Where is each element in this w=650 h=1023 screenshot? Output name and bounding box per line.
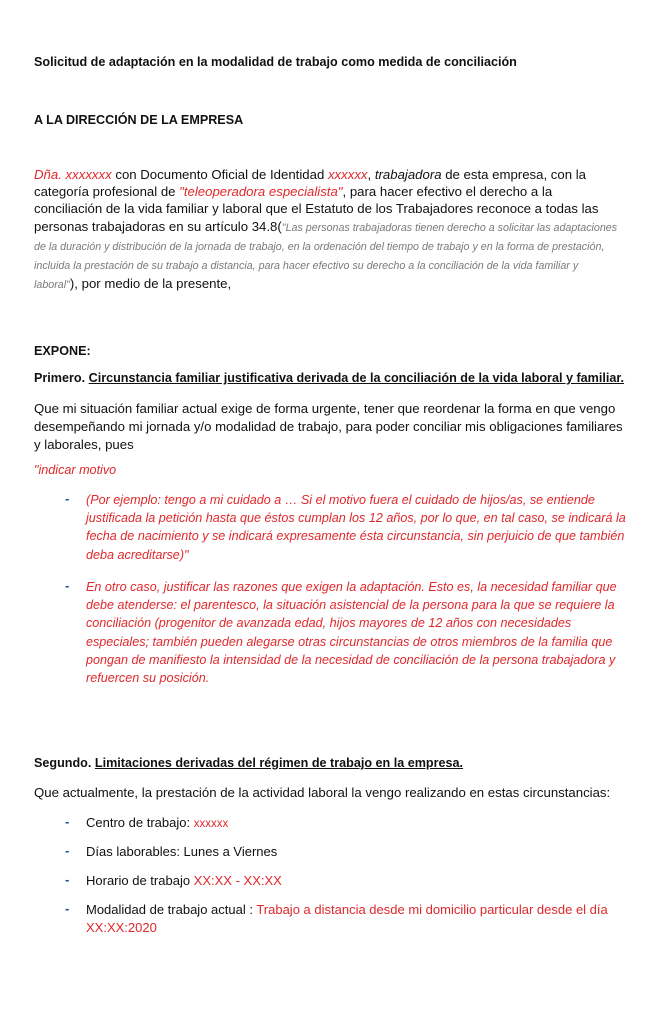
segundo-title: Limitaciones derivadas del régimen de trabajo en la empresa. xyxy=(94,756,464,770)
centro-placeholder: xxxxxx xyxy=(193,818,229,830)
primero-heading xyxy=(34,371,624,385)
primero-title: Circunstancia familiar justificativa derivada de la conciliación de la vida laboral y familiar. xyxy=(88,371,625,385)
bullet-dash: - xyxy=(65,578,70,593)
indicar-motivo: "indicar motivo xyxy=(34,463,117,477)
intro-text-2: , xyxy=(367,167,375,182)
name-prefix: Dña. xyxy=(34,167,62,182)
bullet-dash: - xyxy=(65,491,70,506)
intro-text-4: , para hacer efectivo el derecho a la conciliación de la vida familiar y laboral que el Estatuto de los Trabajadores reconoce a todas las personas trabajadoras en su artículo 34.8( xyxy=(34,184,599,234)
segundo-heading xyxy=(34,756,463,770)
bullet-dash: - xyxy=(65,872,70,887)
modalidad-value: Trabajo a distancia desde mi domicilio particular desde el día XX:XX:2020 xyxy=(86,902,608,935)
intro-text-3: de esta empresa, con la categoría profesional de xyxy=(34,167,586,200)
primero-label: Primero. xyxy=(34,371,86,385)
intro-text-1: con Documento Oficial de Identidad xyxy=(111,167,328,182)
primero-paragraph: Que mi situación familiar actual exige de forma urgente, tener que reordenar la forma en que vengo desempeñando mi jornada y/o modalidad de trabajo, para poder conciliar mis obligaciones familiares y laborales, pues xyxy=(34,401,623,452)
bullet-other-case: En otro caso, justificar las razones que exigen la adaptación. Esto es, la necesidad familiar que debe atenderse: el parentesco, la situación asistencial de la persona para la que se requiere la conciliación (progenitor de avanzada edad, hijos mayores de 12 años con necesidades especiales; también pueden alegarse otras circunstancias de otros miembros de la familia que pongan de manifiesto la intensidad de la necesidad de conciliación de la persona trabajadora y refuercen su posición. xyxy=(86,580,617,686)
category-value: "teleoperadora especialista" xyxy=(179,184,343,200)
name-placeholder: xxxxxxx xyxy=(65,167,112,182)
id-placeholder: xxxxxx xyxy=(327,167,368,182)
list-item-centro: Centro de trabajo: xxxxxx xyxy=(86,815,229,830)
list-item-dias: Días laborables: Lunes a Viernes xyxy=(86,844,278,859)
worker-word: trabajadora xyxy=(374,167,442,182)
intro-text-5: ), por medio de la presente, xyxy=(69,276,232,292)
list-item-modalidad: Modalidad de trabajo actual : Trabajo a distancia desde mi domicilio particular desde el día XX:XX:2020 xyxy=(86,902,608,935)
bullet-dash: - xyxy=(65,814,70,829)
segundo-label: Segundo. xyxy=(34,756,92,770)
recipient-heading: A LA DIRECCIÓN DE LA EMPRESA xyxy=(34,113,244,127)
document-title: Solicitud de adaptación en la modalidad de trabajo como medida de conciliación xyxy=(34,55,517,69)
statute-quote: "Las personas trabajadoras tienen derecho a solicitar las adaptaciones de la duración y distribución de la jornada de trabajo, en la ordenación del tiempo de trabajo y en la forma de prestación, incluida la prestación de su trabajo a distancia, para hacer efectivo su derecho a la conciliación de la vida familiar y laboral" xyxy=(34,221,618,292)
list-item-horario: Horario de trabajo XX:XX - XX:XX xyxy=(86,873,282,888)
intro-paragraph xyxy=(34,166,620,294)
segundo-paragraph: Que actualmente, la prestación de la actividad laboral la vengo realizando en estas circunstancias: xyxy=(34,785,611,800)
bullet-dash: - xyxy=(65,843,70,858)
bullet-example: (Por ejemplo: tengo a mi cuidado a … Si el motivo fuera el cuidado de hijos/as, se entiende justificada la petición hasta que éstos cumplan los 12 años, por lo que, en tal caso, se indicará la fecha de nacimiento y se indicará expresamente ésta circunstancia, sin perjuicio de que también deba acreditarse)" xyxy=(86,493,626,562)
bullet-dash: - xyxy=(65,901,70,916)
expone-heading: EXPONE: xyxy=(34,344,91,358)
horario-placeholder: XX:XX - XX:XX xyxy=(193,873,282,888)
